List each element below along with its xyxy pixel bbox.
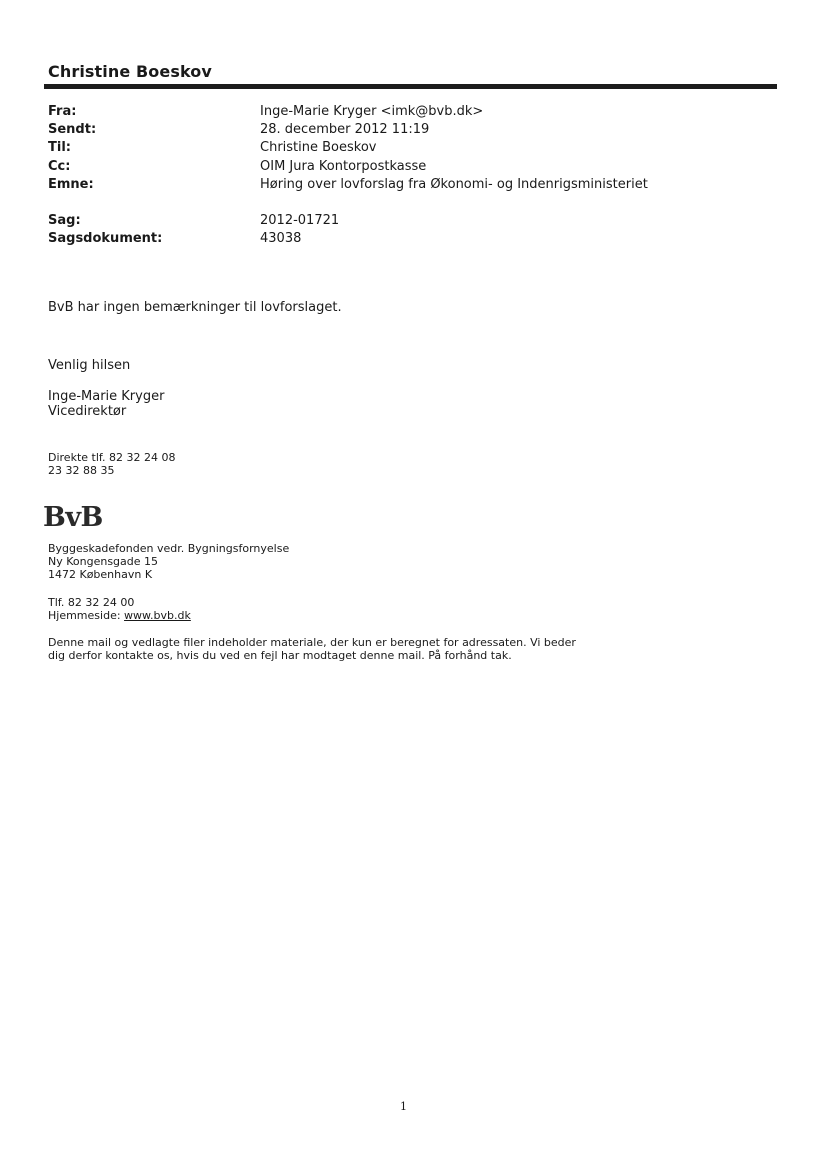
cc-label: Cc: [48,159,71,174]
to-value: Christine Boeskov [260,140,377,155]
sender-name: Inge-Marie Kryger [48,389,165,404]
mobile-phone: 23 32 88 35 [48,464,115,477]
direct-phone-line [48,451,175,464]
header-divider [44,84,777,89]
direct-phone: 82 32 24 08 [108,451,176,464]
website-link[interactable]: www.bvb.dk [124,609,191,622]
subject-value: Høring over lovforslag fra Økonomi- og Indenrigsministeriet [260,177,648,192]
sender-title: Vicedirektør [48,404,127,419]
bvb-logo: BvB [43,502,103,533]
greeting: Venlig hilsen [48,358,131,373]
case-document-label: Sagsdokument: [48,231,163,246]
from-value: Inge-Marie Kryger <imk@bvb.dk> [260,104,484,119]
address-line-1: Ny Kongensgade 15 [48,555,159,568]
phone: 82 32 24 00 [67,596,135,609]
mailbox-owner-name: Christine Boeskov [48,62,212,81]
sent-label: Sendt: [48,122,97,137]
cc-value: OIM Jura Kontorpostkasse [260,159,427,174]
direct-phone-label: Direkte tlf. [48,451,106,464]
phone-line [48,596,134,609]
message-body: BvB har ingen bemærkninger til lovforslaget. [48,300,342,315]
address-line-2: 1472 København K [48,568,153,581]
case-value: 2012-01721 [260,213,340,228]
org-name: Byggeskadefonden vedr. Bygningsfornyelse [48,542,290,555]
disclaimer-line-1: Denne mail og vedlagte filer indeholder materiale, der kun er beregnet for adressaten. Vi beder [48,636,576,649]
disclaimer-line-2: dig derfor kontakte os, hvis du ved en fejl har modtaget denne mail. På forhånd tak. [48,649,512,662]
from-label: Fra: [48,104,77,119]
sent-value: 28. december 2012 11:19 [260,122,430,137]
phone-label: Tlf. [48,596,65,609]
subject-label: Emne: [48,177,94,192]
website-label: Hjemmeside: [48,609,121,622]
website-line [48,609,191,622]
case-label: Sag: [48,213,81,228]
case-document-value: 43038 [260,231,302,246]
page-number: 1 [400,1100,407,1113]
to-label: Til: [48,140,71,155]
